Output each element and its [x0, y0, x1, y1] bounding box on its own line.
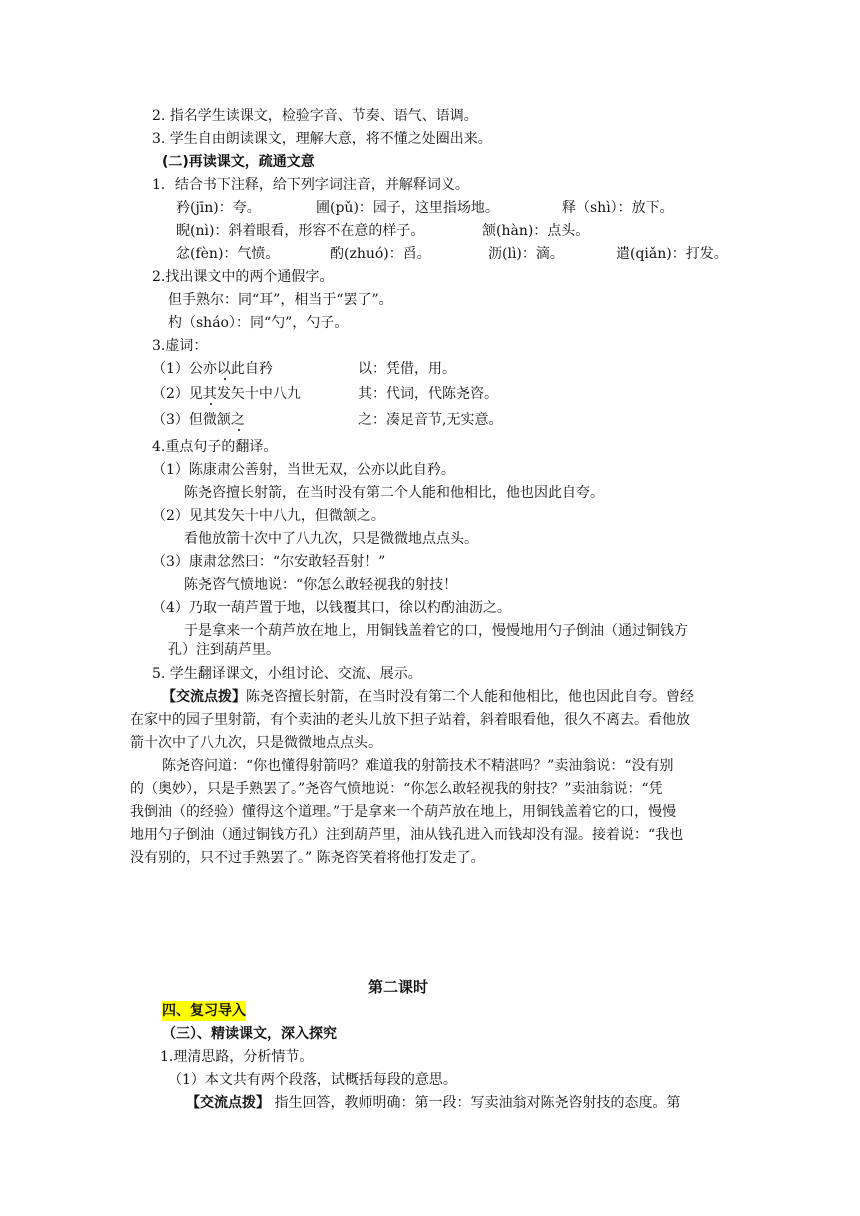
- review-heading: 四、复习导入: [162, 1003, 246, 1019]
- lesson2-question-1-1: （1）本文共有两个段落，试概括每段的意思。: [168, 1072, 457, 1088]
- function-word-2-key: 其: [202, 386, 217, 402]
- step-5: 5. 学生翻译课文，小组讨论、交流、展示。: [152, 666, 422, 682]
- tongjia-2: 杓（sháo）：同“勺”，勺子。: [168, 315, 349, 331]
- discussion-paragraph-2-line-2: 的（奥妙），只是手熟罢了。”尧咨气愤地说：“你怎么敢轻视我的射技？”卖油翁说：“凭: [130, 781, 663, 797]
- question-2: 2.找出课文中的两个通假字。: [152, 269, 334, 285]
- lesson2-discussion-text: 指生回答，教师明确：第一段：写卖油翁对陈尧咨射技的态度。第: [270, 1095, 681, 1111]
- gloss-fen: 忿(fèn)：气愤。: [176, 246, 280, 262]
- section-heading-reread: (二)再读课文，疏通文意: [162, 154, 315, 170]
- sentence-3: （3）康肃忿然曰：“尔安敢轻吾射！”: [152, 554, 386, 570]
- sentence-4-translation-line-2: 孔）注到葫芦里。: [168, 642, 280, 658]
- function-word-3-pre: （3）但微颔: [152, 412, 231, 428]
- function-word-1-pre: （1）公亦: [152, 361, 217, 377]
- function-word-2: [152, 384, 301, 404]
- function-word-3-key: 之: [230, 412, 245, 428]
- question-4: 4.重点句子的翻译。: [152, 439, 278, 455]
- lesson2-discussion-line: [186, 1093, 680, 1113]
- gloss-zhuo: 酌(zhuó)：舀。: [330, 246, 431, 262]
- step-2: 2. 指名学生读课文，检验字音、节奏、语气、语调。: [152, 108, 478, 124]
- sentence-1-translation: 陈尧咨擅长射箭，在当时没有第二个人能和他相比，他也因此自夸。: [184, 485, 604, 501]
- discussion-paragraph-2-line-1: 陈尧咨问道：“你也懂得射箭吗？难道我的射箭技术不精湛吗？”卖油翁说：“没有别: [162, 758, 674, 774]
- function-word-1-post: 此自矜: [230, 361, 273, 377]
- sentence-4: （4）乃取一葫芦置于地，以钱覆其口，徐以杓酌油沥之。: [152, 600, 511, 616]
- function-word-1-key: 以: [216, 361, 231, 377]
- function-word-1: [152, 359, 273, 379]
- gloss-li: 沥(lì)：滴。: [488, 246, 564, 262]
- sentence-2-translation: 看他放箭十次中了八九次，只是微微地点点头。: [184, 531, 478, 547]
- lesson2-discussion-tag: 【交流点拨】: [186, 1095, 270, 1111]
- function-word-2-post: 发矢十中八九: [216, 386, 301, 402]
- step-3: 3. 学生自由朗读课文，理解大意，将不懂之处圈出来。: [152, 131, 492, 147]
- function-word-3-answer: 之：凑足音节,无实意。: [358, 412, 503, 428]
- discussion-paragraph-1-line-1: [162, 687, 694, 707]
- discussion-paragraph-2-line-4: 地用勺子倒油（通过铜钱方孔）注到葫芦里，油从钱孔进入而钱却没有湿。接着说：“我也: [130, 827, 684, 843]
- discussion-paragraph-1-line-3: 箭十次中了八九次，只是微微地点点头。: [130, 735, 382, 751]
- lesson2-question-1: 1.理清思路，分析情节。: [160, 1049, 314, 1065]
- sentence-1: （1）陈康肃公善射，当世无双，公亦以此自矜。: [152, 462, 455, 478]
- discussion-text: 陈尧咨擅长射箭，在当时没有第二个人能和他相比，他也因此自夸。曾经: [246, 689, 694, 705]
- discussion-paragraph-2-line-3: 我倒油（的经验）懂得这个道理。”于是拿来一个葫芦放在地上，用铜钱盖着它的口，慢慢: [130, 804, 677, 820]
- function-word-2-pre: （2）见: [152, 386, 203, 402]
- gloss-pu: 圃(pǔ)：园子，这里指场地。: [316, 200, 499, 216]
- sentence-2: （2）见其发矢十中八九，但微颔之。: [152, 508, 385, 524]
- sentence-3-translation: 陈尧咨气愤地说：“你怎么敢轻视我的射技！: [184, 577, 458, 593]
- function-word-1-answer: 以：凭借，用。: [358, 361, 456, 377]
- gloss-ni: 睨(nì)：斜着眼看，形容不在意的样子。: [176, 223, 425, 239]
- discussion-paragraph-2-line-5: 没有别的，只不过手熟罢了。” 陈尧咨笑着将他打发走了。: [130, 850, 485, 866]
- function-word-2-answer: 其：代词，代陈尧咨。: [358, 386, 498, 402]
- gloss-jin: 矜(jīn)：夸。: [176, 200, 261, 216]
- function-word-3: [152, 410, 245, 430]
- lesson-title: 第二课时: [368, 978, 429, 996]
- gloss-han: 颔(hàn)：点头。: [482, 223, 590, 239]
- sentence-4-translation-line-1: 于是拿来一个葫芦放在地上，用铜钱盖着它的口，慢慢地用勺子倒油（通过铜钱方: [184, 623, 688, 639]
- discussion-paragraph-1-line-2: 在家中的园子里射箭，有个卖油的老头儿放下担子站着，斜着眼看他，很久不离去。看他放: [130, 712, 690, 728]
- tongjia-1: 但手熟尔：同“耳”，相当于“罢了”。: [168, 292, 393, 308]
- question-1: 1．结合书下注释，给下列字词注音，并解释词义。: [152, 177, 469, 193]
- gloss-qian: 遣(qiǎn)：打发。: [616, 246, 728, 262]
- discussion-tag: 【交流点拨】: [162, 689, 246, 705]
- question-3: 3.虚词：: [152, 338, 208, 354]
- gloss-shi: 释（shì）：放下。: [562, 200, 674, 216]
- section-heading-close-reading: （三）、精读课文，深入探究: [162, 1026, 337, 1042]
